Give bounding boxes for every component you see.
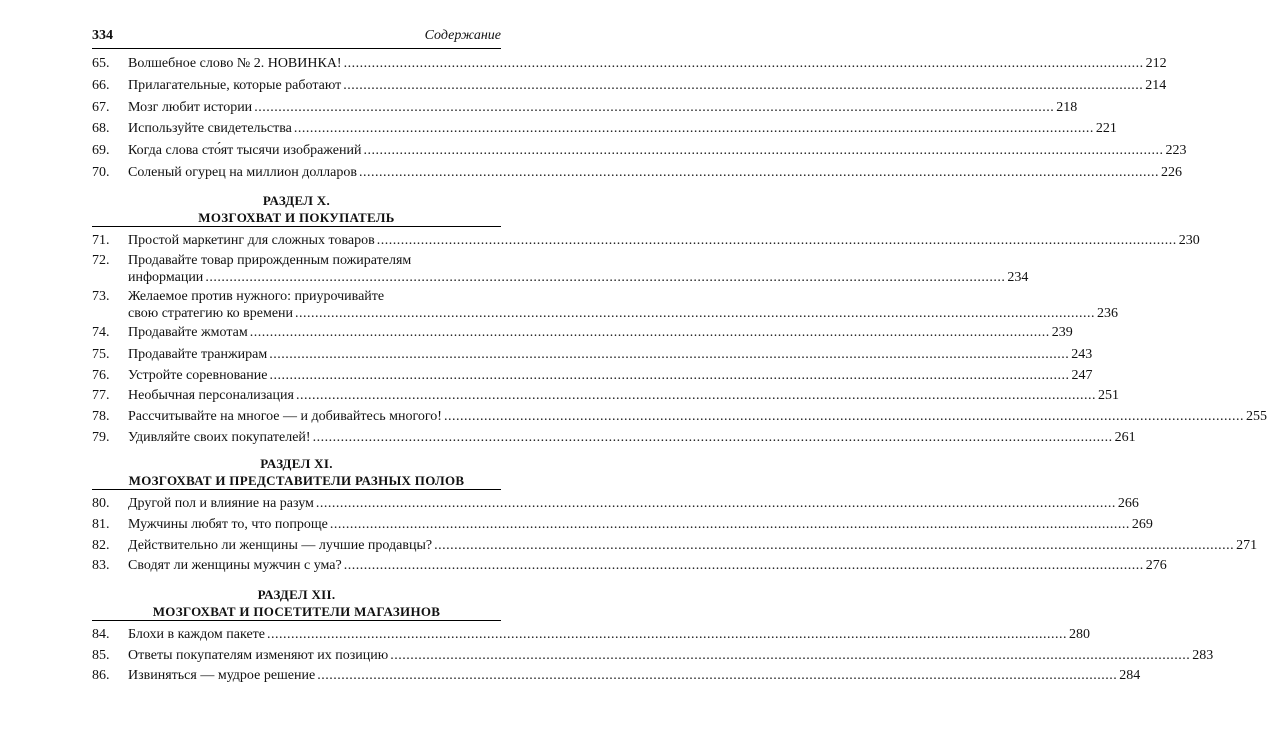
section-title: МОЗГОХВАТ И ПОКУПАТЕЛЬ bbox=[198, 210, 395, 225]
toc-entry bbox=[92, 232, 1200, 250]
dot-leader: ........................................................................................................................................................................................................ bbox=[343, 56, 1144, 71]
toc-entry bbox=[92, 495, 1139, 513]
entry-number: 70. bbox=[92, 165, 110, 180]
entry-page: 251 bbox=[1097, 388, 1119, 403]
toc-entry bbox=[92, 557, 1167, 575]
entry-title: Сводят ли женщины мужчин с ума? bbox=[128, 558, 342, 573]
toc-entry bbox=[92, 367, 1093, 385]
entry-title: Соленый огурец на миллион долларов bbox=[128, 165, 357, 180]
toc-entry bbox=[92, 429, 1136, 447]
page-number: 334 bbox=[92, 28, 113, 43]
toc-entry bbox=[92, 537, 1258, 555]
entry-page: 236 bbox=[1097, 306, 1119, 321]
toc-entry bbox=[92, 667, 1141, 685]
toc-entry bbox=[92, 120, 1117, 138]
entry-title: Рассчитывайте на многое — и добивайтесь многого! bbox=[128, 409, 442, 424]
section-label: РАЗДЕЛ X. bbox=[262, 193, 331, 208]
dot-leader: ........................................................................................................................................................................................................ bbox=[293, 121, 1094, 136]
entry-page: 280 bbox=[1069, 627, 1090, 642]
dot-leader: ........................................................................................................................................................................................................ bbox=[376, 233, 1177, 248]
entry-title: Блохи в каждом пакете bbox=[128, 627, 265, 642]
entry-page: 223 bbox=[1165, 143, 1187, 158]
entry-title: Используйте свидетельства bbox=[128, 121, 292, 136]
entry-number: 69. bbox=[92, 143, 110, 158]
entry-number: 84. bbox=[92, 627, 110, 642]
section-label: РАЗДЕЛ XI. bbox=[260, 456, 333, 471]
page-header bbox=[92, 26, 501, 46]
entry-number: 68. bbox=[92, 121, 110, 136]
entry-title: Продавайте жмотам bbox=[128, 325, 248, 340]
dot-leader: ........................................................................................................................................................................................................ bbox=[295, 388, 1096, 403]
dot-leader: ........................................................................................................................................................................................................ bbox=[249, 325, 1050, 340]
entry-number: 72. bbox=[92, 253, 110, 268]
entry-page: 276 bbox=[1145, 558, 1167, 573]
header-rule bbox=[92, 48, 501, 49]
toc-entry bbox=[92, 647, 1214, 665]
entry-number: 79. bbox=[92, 430, 110, 445]
toc-entry bbox=[92, 324, 1073, 342]
entry-page: 283 bbox=[1192, 648, 1214, 663]
entry-title: Извиняться — мудрое решение bbox=[128, 668, 316, 683]
entry-number: 66. bbox=[92, 78, 110, 93]
entry-number: 78. bbox=[92, 409, 110, 424]
entry-number: 67. bbox=[92, 100, 110, 115]
entry-title: Волшебное слово № 2. НОВИНКА! bbox=[128, 56, 342, 71]
dot-leader: ........................................................................................................................................................................................................ bbox=[329, 517, 1130, 532]
entry-title: Мужчины любят то, что попроще bbox=[128, 517, 328, 532]
toc-entry bbox=[92, 626, 1090, 644]
toc-entry bbox=[92, 516, 1153, 534]
dot-leader: ........................................................................................................................................................................................................ bbox=[312, 430, 1113, 445]
dot-leader: ........................................................................................................................................................................................................ bbox=[269, 347, 1070, 362]
dot-leader: ........................................................................................................................................................................................................ bbox=[390, 648, 1191, 663]
toc-entry bbox=[92, 99, 1078, 117]
entry-number: 85. bbox=[92, 648, 110, 663]
dot-leader: ........................................................................................................................................................................................................ bbox=[434, 538, 1235, 553]
dot-leader: ........................................................................................................................................................................................................ bbox=[269, 368, 1070, 383]
dot-leader: ........................................................................................................................................................................................................ bbox=[363, 143, 1164, 158]
toc-entry bbox=[92, 164, 1182, 182]
entry-page: 214 bbox=[1145, 78, 1167, 93]
entry-page: 234 bbox=[1007, 270, 1029, 285]
entry-page: 230 bbox=[1178, 233, 1200, 248]
entry-title: Простой маркетинг для сложных товаров bbox=[128, 233, 375, 248]
section-title: МОЗГОХВАТ И ПОСЕТИТЕЛИ МАГАЗИНОВ bbox=[152, 604, 441, 619]
entry-title-line1: Желаемое против нужного: приурочивайте bbox=[128, 289, 385, 304]
entry-title-line1: Продавайте товар прирожденным пожирателям bbox=[128, 253, 412, 268]
entry-number: 73. bbox=[92, 289, 110, 304]
entry-number: 74. bbox=[92, 325, 110, 340]
entry-number: 83. bbox=[92, 558, 110, 573]
entry-page: 284 bbox=[1119, 668, 1141, 683]
entry-page: 255 bbox=[1245, 409, 1267, 424]
dot-leader: ........................................................................................................................................................................................................ bbox=[267, 627, 1067, 642]
dot-leader: ........................................................................................................................................................................................................ bbox=[343, 78, 1144, 93]
entry-title: Продавайте транжирам bbox=[128, 347, 268, 362]
entry-number: 77. bbox=[92, 388, 110, 403]
entry-number: 82. bbox=[92, 538, 110, 553]
toc-entry bbox=[92, 288, 1119, 326]
section-rule bbox=[92, 489, 501, 490]
entry-number: 76. bbox=[92, 368, 110, 383]
entry-title: информации bbox=[128, 270, 204, 285]
entry-page: 269 bbox=[1131, 517, 1153, 532]
entry-page: 247 bbox=[1071, 368, 1093, 383]
entry-number: 71. bbox=[92, 233, 110, 248]
entry-title: Удивляйте своих покупателей! bbox=[128, 430, 311, 445]
toc-entry bbox=[92, 252, 1029, 290]
entry-title: Мозг любит истории bbox=[128, 100, 253, 115]
toc-entry bbox=[92, 55, 1167, 73]
dot-leader: ........................................................................................................................................................................................................ bbox=[343, 558, 1144, 573]
entry-page: 221 bbox=[1095, 121, 1117, 136]
entry-page: 218 bbox=[1056, 100, 1078, 115]
entry-number: 75. bbox=[92, 347, 110, 362]
entry-title: свою стратегию ко времени bbox=[128, 306, 294, 321]
entry-title: Прилагательные, которые работают bbox=[128, 78, 342, 93]
dot-leader: ........................................................................................................................................................................................................ bbox=[358, 165, 1159, 180]
entry-number: 86. bbox=[92, 668, 110, 683]
entry-number: 80. bbox=[92, 496, 110, 511]
entry-page: 266 bbox=[1117, 496, 1139, 511]
dot-leader: ........................................................................................................................................................................................................ bbox=[295, 306, 1096, 321]
entry-page: 226 bbox=[1160, 165, 1182, 180]
toc-entry bbox=[92, 408, 1267, 426]
toc-entry bbox=[92, 346, 1093, 364]
entry-page: 243 bbox=[1071, 347, 1093, 362]
entry-page: 261 bbox=[1114, 430, 1136, 445]
entry-page: 212 bbox=[1145, 56, 1167, 71]
entry-number: 65. bbox=[92, 56, 110, 71]
toc-entry bbox=[92, 142, 1187, 160]
section-label: РАЗДЕЛ XII. bbox=[257, 587, 336, 602]
section-title: МОЗГОХВАТ И ПРЕДСТАВИТЕЛИ РАЗНЫХ ПОЛОВ bbox=[128, 473, 465, 488]
entry-title: Устройте соревнование bbox=[128, 368, 268, 383]
running-title: Содержание bbox=[424, 28, 501, 43]
entry-title: Другой пол и влияние на разум bbox=[128, 496, 314, 511]
dot-leader: ........................................................................................................................................................................................................ bbox=[205, 270, 1006, 285]
entry-number: 81. bbox=[92, 517, 110, 532]
entry-title: Действительно ли женщины — лучшие продавцы? bbox=[128, 538, 433, 553]
entry-title: Когда слова сто́ят тысячи изображений bbox=[128, 143, 362, 158]
dot-leader: ........................................................................................................................................................................................................ bbox=[254, 100, 1055, 115]
dot-leader: ........................................................................................................................................................................................................ bbox=[315, 496, 1116, 511]
entry-page: 271 bbox=[1236, 538, 1258, 553]
entry-title: Ответы покупателям изменяют их позицию bbox=[128, 648, 389, 663]
dot-leader: ........................................................................................................................................................................................................ bbox=[317, 668, 1118, 683]
dot-leader: ........................................................................................................................................................................................................ bbox=[443, 409, 1244, 424]
section-rule bbox=[92, 226, 501, 227]
toc-entry bbox=[92, 77, 1167, 95]
entry-title: Необычная персонализация bbox=[128, 388, 294, 403]
entry-page: 239 bbox=[1051, 325, 1073, 340]
section-rule bbox=[92, 620, 501, 621]
toc-entry bbox=[92, 387, 1119, 405]
